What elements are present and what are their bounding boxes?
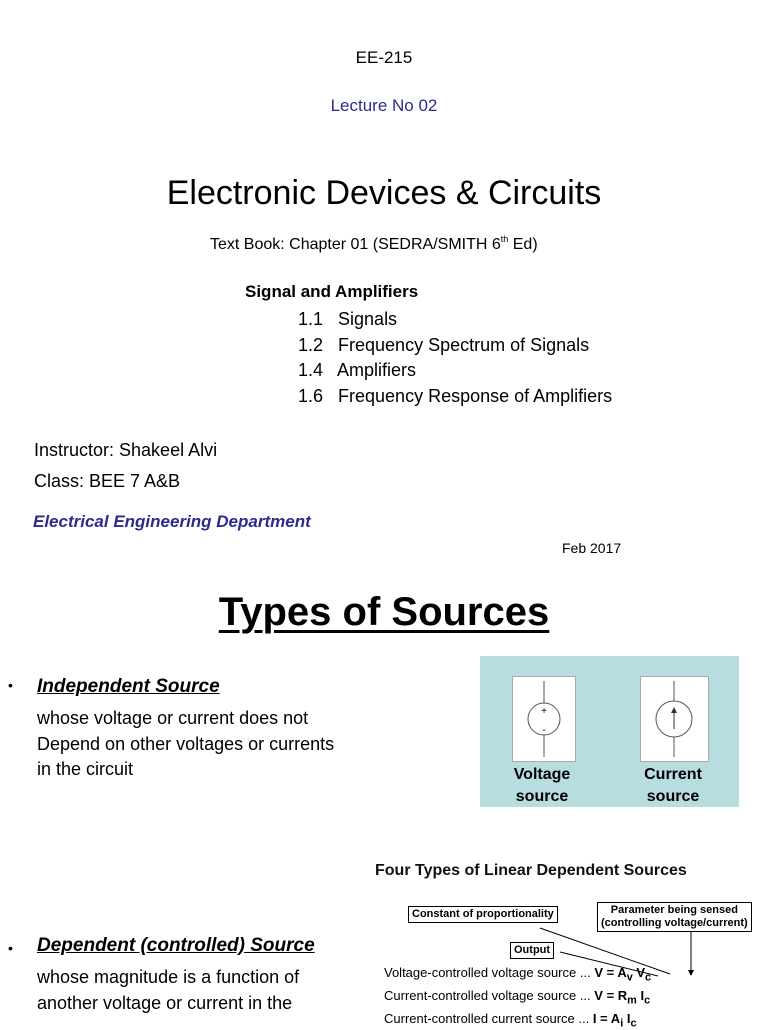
eq-coef-sub: i — [620, 1017, 624, 1030]
dependent-source-heading: Dependent (controlled) Source — [37, 935, 315, 956]
source-symbols-figure — [480, 656, 739, 807]
source-equation-row — [384, 965, 651, 984]
eq-var: I — [626, 1011, 631, 1026]
course-code: EE-215 — [355, 48, 413, 67]
topic-item: 1.4 Amplifiers — [298, 360, 417, 380]
description-line: another voltage or current in the — [37, 992, 293, 1013]
row-label: Voltage-controlled voltage source ... — [384, 965, 591, 980]
eq-var-sub: c — [630, 1017, 637, 1030]
bullet-glyph: • — [8, 677, 13, 693]
independent-source-description — [37, 706, 417, 783]
bullet-glyph: • — [8, 940, 13, 956]
callout-constant: Constant of proportionality — [408, 906, 558, 923]
eq-coef: R — [617, 988, 628, 1003]
dependent-source-description — [37, 965, 367, 1016]
row-equation — [594, 988, 651, 1007]
label-line: Voltage — [513, 766, 571, 783]
row-label: Current-controlled voltage source ... — [384, 988, 591, 1003]
current-source-icon — [641, 677, 708, 761]
source-equation-row — [384, 1011, 636, 1030]
source-equation-row — [384, 988, 650, 1007]
eq-lhs: V = — [594, 965, 615, 980]
instructor: Instructor: Shakeel Alvi — [34, 440, 218, 460]
dependent-sources-figure-title: Four Types of Linear Dependent Sources — [375, 862, 687, 879]
description-line: in the circuit — [37, 759, 134, 779]
eq-var-sub: c — [644, 994, 651, 1007]
topic-list — [298, 307, 612, 409]
slide-title: Electronic Devices & Circuits — [166, 174, 602, 212]
section-heading: Signal and Amplifiers — [245, 282, 419, 301]
label-line: source — [515, 788, 569, 805]
slide2-title-text: Types of Sources — [218, 590, 550, 634]
eq-var-sub: c — [645, 971, 652, 984]
topic-item: 1.6 Frequency Response of Amplifiers — [298, 385, 613, 406]
eq-lhs: I = — [592, 1011, 608, 1026]
description-line: whose voltage or current does not — [37, 708, 309, 728]
topic-item: 1.2 Frequency Spectrum of Signals — [298, 334, 590, 355]
department: Electrical Engineering Department — [33, 512, 311, 531]
voltage-source-symbol-box — [512, 676, 576, 762]
class-info: Class: BEE 7 A&B — [34, 471, 181, 491]
textbook-end: Ed) — [508, 236, 538, 253]
eq-coef-sub: m — [627, 994, 637, 1007]
description-line: whose magnitude is a function of — [37, 967, 300, 987]
textbook-main: Text Book: Chapter 01 (SEDRA/SMITH 6 — [210, 236, 501, 253]
description-line: Depend on other voltages or currents — [37, 733, 335, 754]
voltage-source-label — [492, 764, 592, 808]
label-line: source — [646, 788, 700, 805]
eq-coef: A — [617, 965, 627, 980]
eq-lhs: V = — [594, 988, 615, 1003]
date: Feb 2017 — [562, 540, 622, 556]
voltage-source-icon — [513, 677, 575, 761]
row-label: Current-controlled current source ... — [384, 1011, 590, 1026]
textbook-reference — [210, 236, 538, 254]
callout-line: Parameter being sensed — [610, 904, 738, 916]
textbook-sup: th — [500, 234, 509, 244]
independent-source-heading: Independent Source — [37, 676, 220, 697]
topic-item: 1.1 Signals — [298, 309, 398, 329]
minus-sign: - — [542, 725, 546, 736]
eq-var: V — [636, 965, 646, 980]
callout-parameter — [597, 902, 752, 932]
callout-output: Output — [510, 942, 554, 959]
eq-coef: A — [610, 1011, 621, 1026]
row-equation — [594, 965, 652, 984]
eq-coef-sub: v — [626, 971, 633, 984]
slide2-title — [0, 590, 768, 635]
plus-sign: + — [541, 706, 547, 717]
eq-var: I — [640, 988, 645, 1003]
callout-line: (controlling voltage/current) — [601, 917, 748, 929]
label-line: Current — [644, 766, 702, 783]
current-source-symbol-box — [640, 676, 709, 762]
current-source-label — [623, 764, 723, 808]
lecture-number: Lecture No 02 — [330, 96, 438, 115]
